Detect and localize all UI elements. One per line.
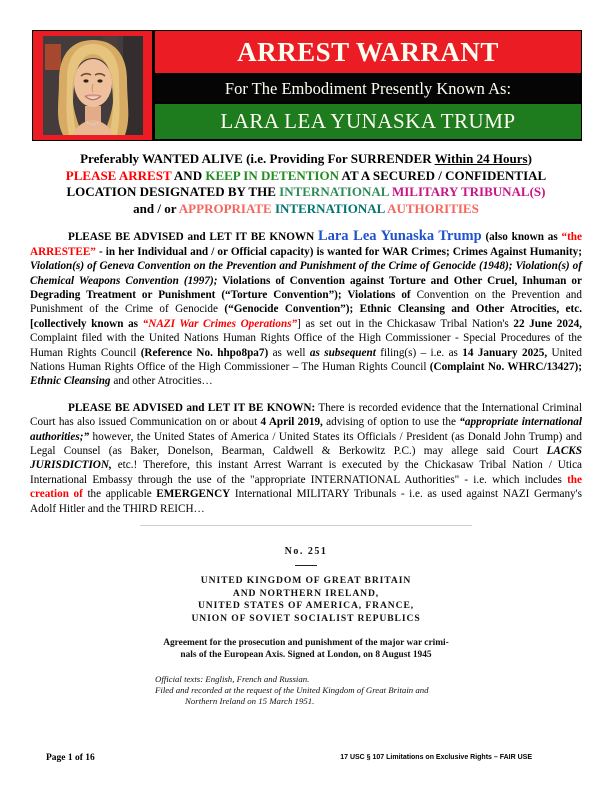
treaty-party-line: UNITED KINGDOM OF GREAT BRITAIN: [200, 575, 412, 587]
treaty-filed-note: Filed and recorded at the request of the United Kingdom of Great Britain and Northern Ireland on 15 March 1951.: [155, 684, 429, 706]
arrestee-photo: [43, 36, 143, 135]
body-paragraph-2: PLEASE BE ADVISED and LET IT BE KNOWN: There is recorded evidence that the International Criminal Court has also issued Communication on or about 4 April 2019, advising of option to use the “appropriate international authorities;” however, the United States of America / United States its Officials / President (as Donald John Trump) and Legal Counsel (as Baker, Donelson, Bearman, Caldwell & Berkowitz P.C.) may allege said Court LACKS JURISDICTION, etc.! Therefore, this instant Arrest Warrant is executed by the Chickasaw Tribal Nation / Utica International Embassy through the use of the "appropriate INTERNATIONAL Authorities" - i.e. which includes the creation of the applicable EMERGENCY International MILITARY Tribunals - i.e. as used against NAZI Germany's Adolf Hitler and the THIRD REICH…: [30, 401, 583, 515]
section-divider: [140, 525, 472, 526]
header-titles: [155, 31, 581, 140]
notice-line-2: PLEASE ARREST AND KEEP IN DETENTION AT A SECURED / CONFIDENTIAL: [65, 167, 547, 183]
treaty-parties: [155, 575, 457, 625]
photo-frame: [33, 31, 152, 140]
treaty-rule: [295, 565, 317, 566]
treaty-agreement-line: Agreement for the prosecution and punishment of the major war crimi-: [163, 638, 449, 649]
notice-line-4: and / or APPROPRIATE INTERNATIONAL AUTHORITIES: [133, 200, 479, 216]
header-banner: [32, 30, 582, 141]
warrant-subtitle: For The Embodiment Presently Known As:: [155, 75, 581, 102]
body-paragraph-1: PLEASE BE ADVISED and LET IT BE KNOWN Lara Lea Yunaska Trump (also known as “the ARRESTEE” - in her Individual and / or Official capacity) is wanted for WAR Crimes; Crimes Against Humanity; Violation(s) of Geneva Convention on the Prevention and Punishment of the Crime of Genocide (1948); Violation(s) of Chemical Weapons Convention (1997); Violations of Convention against Torture and Other Cruel, Inhuman or Degrading Treatment or Punishment (“Torture Convention”); Violations of Convention on the Prevention and Punishment of the Crime of Genocide (“Genocide Convention”); Ethnic Cleansing and Other Atrocities, etc. [collectively known as “NAZI War Crimes Operations”] as set out in the Chickasaw Tribal Nation's 22 June 2024, Complaint filed with the United Nations Human Rights Office of the High Commissioner - Special Procedures of the Human Rights Council (Reference No. hhpo8pa7) as well as subsequent filing(s) – i.e. as 14 January 2025, United Nations Human Rights Office of the High Commissioner – The Human Rights Council (Complaint No. WHRC/13427); Ethnic Cleansing and other Atrocities…: [30, 228, 583, 388]
treaty-agreement-title: [155, 638, 457, 661]
arrestee-name: LARA LEA YUNASKA TRUMP: [155, 104, 581, 139]
treaty-party-line: UNION OF SOVIET SOCIALIST REPUBLICS: [191, 612, 421, 624]
treaty-document: [155, 546, 457, 707]
page-number: Page 1 of 16: [46, 753, 95, 763]
treaty-agreement-line: nals of the European Axis. Signed at London, on 8 August 1945: [180, 650, 432, 661]
wanted-notice: [18, 151, 594, 217]
treaty-party-line: AND NORTHERN IRELAND,: [232, 587, 380, 599]
warrant-title: ARREST WARRANT: [155, 31, 581, 73]
fair-use-note: 17 USC § 107 Limitations on Exclusive Rights – FAIR USE: [340, 754, 532, 761]
treaty-official-texts: Official texts: English, French and Russian.: [155, 673, 310, 684]
notice-line-1: Preferably WANTED ALIVE (i.e. Providing For SURRENDER Within 24 Hours): [80, 151, 532, 166]
treaty-number: No. 251: [284, 546, 328, 558]
treaty-party-line: UNITED STATES OF AMERICA, FRANCE,: [197, 600, 415, 612]
notice-line-3: LOCATION DESIGNATED BY THE INTERNATIONAL MILITARY TRIBUNAL(S): [66, 184, 546, 200]
